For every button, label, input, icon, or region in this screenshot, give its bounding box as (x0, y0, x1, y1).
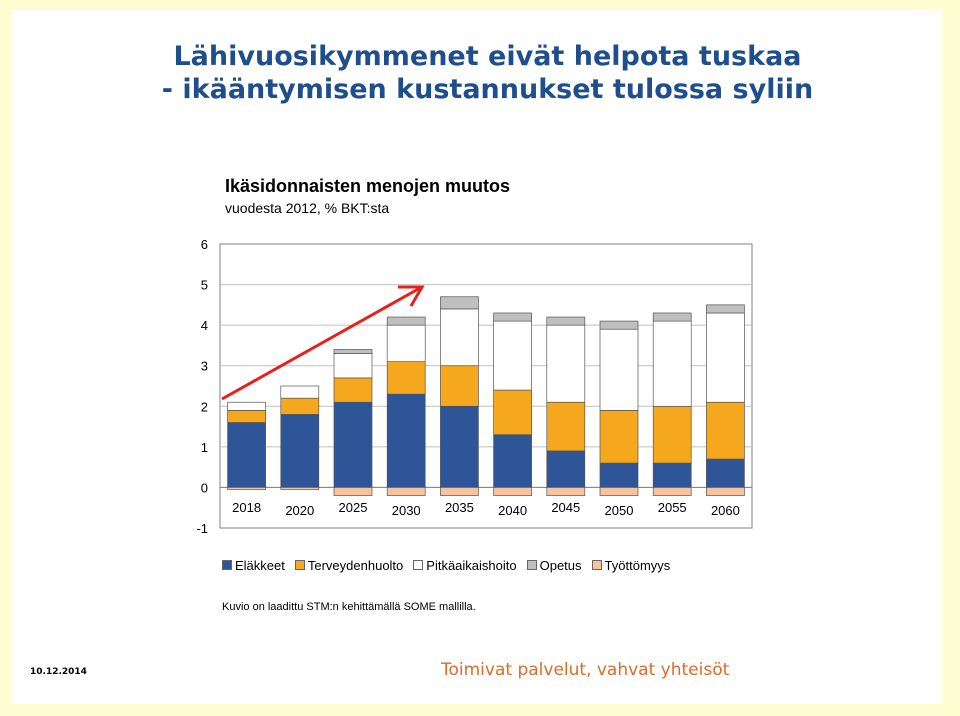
bar-eläkkeet-2060 (706, 459, 744, 487)
bar-työttömyys-2020 (281, 487, 319, 489)
bar-terveydenhuolto-2020 (281, 398, 319, 414)
bar-työttömyys-2035 (440, 487, 478, 495)
legend-swatch (527, 560, 537, 570)
y-tick-label: 3 (200, 358, 208, 374)
bar-työttömyys-2050 (600, 487, 638, 495)
bar-työttömyys-2040 (494, 487, 532, 495)
bar-pitkäaikaishoito-2050 (600, 329, 638, 410)
bar-eläkkeet-2035 (440, 406, 478, 487)
bar-pitkäaikaishoito-2020 (281, 386, 319, 398)
bar-eläkkeet-2020 (281, 414, 319, 487)
x-tick-label: 2060 (710, 503, 740, 518)
legend-swatch (222, 560, 232, 570)
bar-työttömyys-2045 (547, 487, 585, 495)
bar-terveydenhuolto-2035 (440, 366, 478, 407)
bar-pitkäaikaishoito-2040 (494, 321, 532, 390)
bar-opetus-2050 (600, 321, 638, 329)
slide-title-line1: Lähivuosikymmenet eivät helpota tuskaa (173, 41, 802, 72)
bar-työttömyys-2060 (706, 487, 744, 495)
legend-item (527, 558, 582, 573)
x-tick-label: 2018 (232, 500, 262, 515)
bar-eläkkeet-2025 (334, 402, 372, 487)
bar-terveydenhuolto-2018 (228, 410, 266, 422)
tagline: Toimivat palvelut, vahvat yhteisöt (441, 660, 730, 680)
legend-label: Opetus (539, 558, 582, 573)
bar-terveydenhuolto-2055 (653, 406, 691, 463)
bar-eläkkeet-2030 (387, 394, 425, 487)
y-tick-label: 1 (200, 439, 208, 455)
x-tick-label: 2045 (551, 500, 581, 515)
bar-opetus-2055 (653, 313, 691, 321)
bar-työttömyys-2018 (228, 487, 266, 489)
bar-eläkkeet-2055 (653, 463, 691, 487)
bar-pitkäaikaishoito-2045 (547, 325, 585, 402)
y-tick-label: 5 (200, 277, 208, 293)
bar-terveydenhuolto-2030 (387, 362, 425, 394)
bar-opetus-2060 (706, 305, 744, 313)
bar-pitkäaikaishoito-2025 (334, 354, 372, 378)
legend-label: Terveydenhuolto (307, 558, 404, 573)
x-tick-label: 2035 (444, 500, 474, 515)
bar-työttömyys-2030 (387, 487, 425, 495)
y-tick-label: 4 (200, 318, 208, 334)
bar-eläkkeet-2050 (600, 463, 638, 487)
bar-eläkkeet-2045 (547, 451, 585, 488)
y-tick-label: 0 (200, 480, 208, 496)
bar-terveydenhuolto-2040 (494, 390, 532, 435)
slide-title-line2: - ikääntymisen kustannukset tulossa syliin (161, 74, 814, 105)
legend-item (592, 558, 671, 573)
x-tick-label: 2020 (285, 503, 315, 518)
bar-työttömyys-2055 (653, 487, 691, 495)
x-tick-label: 2055 (657, 500, 687, 515)
bar-pitkäaikaishoito-2035 (440, 309, 478, 366)
bar-opetus-2035 (440, 297, 478, 309)
bar-työttömyys-2025 (334, 487, 372, 495)
bar-terveydenhuolto-2025 (334, 378, 372, 402)
bar-pitkäaikaishoito-2030 (387, 325, 425, 362)
bar-pitkäaikaishoito-2060 (706, 313, 744, 402)
legend-label: Pitkäaikaishoito (426, 558, 517, 573)
legend-swatch (413, 560, 423, 570)
bar-terveydenhuolto-2045 (547, 402, 585, 451)
bar-terveydenhuolto-2050 (600, 410, 638, 463)
bar-pitkäaikaishoito-2055 (653, 321, 691, 406)
slide-date: 10.12.2014 (30, 667, 87, 677)
x-tick-label: 2040 (498, 503, 528, 518)
y-tick-label: 2 (200, 399, 208, 415)
bar-eläkkeet-2018 (228, 423, 266, 488)
chart-title: Ikäsidonnaisten menojen muutos (225, 176, 511, 196)
legend-item (222, 558, 285, 573)
bar-opetus-2030 (387, 317, 425, 325)
bar-opetus-2040 (494, 313, 532, 321)
legend-label: Työttömyys (604, 558, 671, 573)
legend-item (295, 558, 403, 573)
bar-terveydenhuolto-2060 (706, 402, 744, 459)
chart-legend (222, 558, 680, 573)
x-tick-label: 2025 (338, 500, 368, 515)
footnote: Kuvio on laadittu STM:n kehittämällä SOME mallilla. (222, 601, 476, 613)
y-tick-label: 6 (200, 237, 208, 252)
bar-pitkäaikaishoito-2018 (228, 402, 266, 410)
legend-label: Eläkkeet (235, 558, 285, 573)
x-tick-label: 2030 (391, 503, 421, 518)
legend-swatch (592, 560, 602, 570)
y-tick-label: -1 (196, 521, 208, 536)
chart-subtitle: vuodesta 2012, % BKT:sta (225, 200, 390, 216)
legend-swatch (295, 560, 305, 570)
bar-opetus-2045 (547, 317, 585, 325)
bar-eläkkeet-2040 (494, 435, 532, 488)
x-tick-label: 2050 (604, 503, 634, 518)
bar-opetus-2025 (334, 349, 372, 353)
legend-item (413, 558, 516, 573)
